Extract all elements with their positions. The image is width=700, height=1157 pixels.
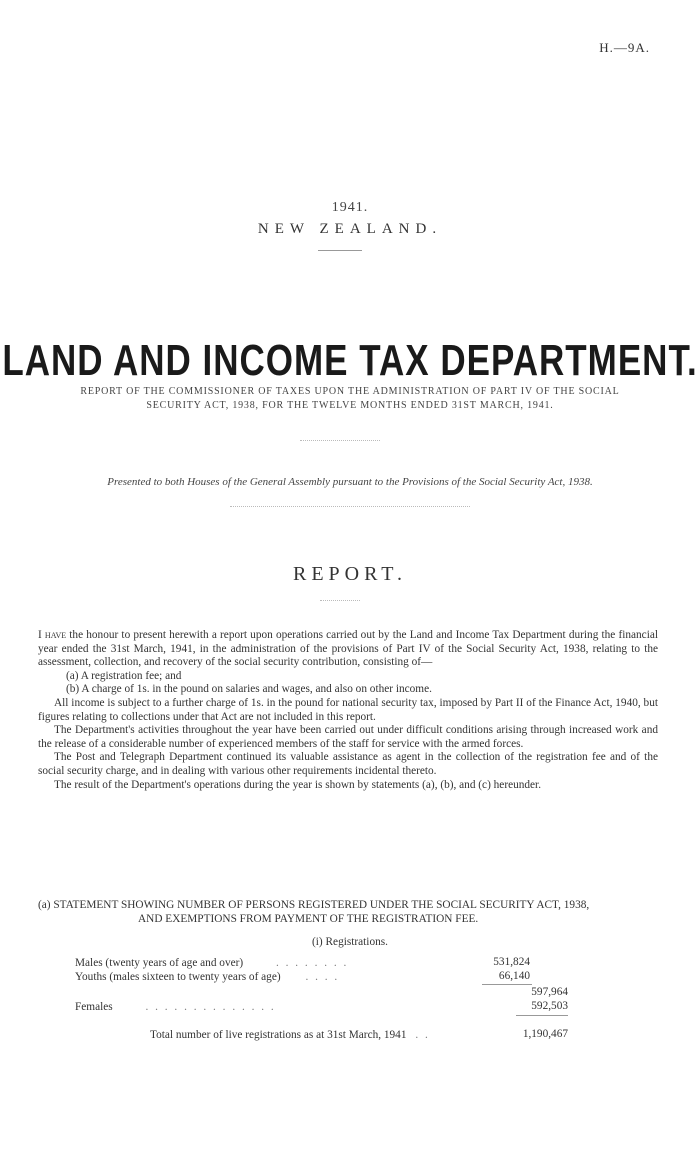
leader-dots: . . . . . . . . . . . . . . <box>145 1001 276 1013</box>
table-row <box>75 1000 575 1014</box>
statement-line: AND EXEMPTIONS FROM PAYMENT OF THE REGISTRATION FEE. <box>138 913 479 925</box>
list-item: (a) A registration fee; and <box>66 669 182 682</box>
row-value: 531,824 <box>493 956 530 968</box>
leader-dots: . . . . <box>305 971 340 983</box>
page-reference: H.—9A. <box>599 40 650 55</box>
paragraph <box>38 629 658 670</box>
paragraph: The result of the Department's operations during the year is shown by statements (a), (b), and (c) hereunder. <box>54 778 542 791</box>
divider <box>320 600 360 601</box>
department-title: LAND AND INCOME TAX DEPARTMENT. <box>2 336 698 385</box>
row-subtotal: 597,964 <box>531 986 568 998</box>
report-heading: REPORT. <box>293 563 407 585</box>
row-label: Males (twenty years of age and over) <box>75 957 244 969</box>
divider <box>300 440 380 441</box>
paragraph-text: the honour to present herewith a report upon operations carried out by the Land and Income Tax Department during the financial year ended the 31st March, 1941, in the administration of the provisions of Part IV of the Social Security Act, 1938, relating to the assessment, collection, and recovery of the social security contribution, consisting of— <box>38 629 658 669</box>
table-row <box>150 1028 510 1042</box>
report-body <box>38 629 658 792</box>
divider <box>318 250 362 251</box>
opening-words: I have <box>38 629 67 641</box>
row-subtotal: 592,503 <box>531 1000 568 1012</box>
row-value: 66,140 <box>498 970 530 982</box>
total-rule <box>516 1015 568 1016</box>
list-item: (b) A charge of 1s. in the pound on salaries and wages, and also on other income. <box>66 683 432 696</box>
statement-heading <box>38 898 658 926</box>
row-label: Youths (males sixteen to twenty years of age) <box>75 971 281 983</box>
statement-line: (a) STATEMENT SHOWING NUMBER OF PERSONS REGISTERED UNDER THE SOCIAL SECURITY ACT, 1938, <box>38 899 590 911</box>
row-label: Females <box>75 1001 113 1013</box>
paragraph: All income is subject to a further charge of 1s. in the pound for national security tax, imposed by Part II of the Finance Act, 1940, but figures relating to collections under that Act are not included in this report. <box>38 696 658 723</box>
presented-note: Presented to both Houses of the General Assembly pursuant to the Provisions of the Social Security Act, 1938. <box>107 476 593 488</box>
year: 1941. <box>331 200 369 215</box>
leader-dots: . . <box>415 1029 430 1041</box>
divider <box>230 506 470 507</box>
report-subtitle: REPORT OF THE COMMISSIONER OF TAXES UPON THE ADMINISTRATION OF PART IV OF THE SOCIAL SECURITY ACT, 1938, FOR THE TWELVE MONTHS ENDED 31ST MARCH, 1941. <box>80 386 620 411</box>
section-title: (i) Registrations. <box>312 936 388 948</box>
total-label: Total number of live registrations as at 31st March, 1941 <box>150 1029 407 1041</box>
total-value: 1,190,467 <box>522 1028 568 1040</box>
subtotal-rule <box>482 984 532 985</box>
country-heading: NEW ZEALAND. <box>257 221 443 237</box>
paragraph: The Department's activities throughout the year have been carried out under difficult conditions arising through increased work and the release of a considerable number of experienced members of the staff for service with the armed forces. <box>38 724 658 750</box>
paragraph: The Post and Telegraph Department continued its valuable assistance as agent in the collection of the registration fee and of the social security charge, and in dealing with various other requirements incidental thereto. <box>38 751 658 777</box>
leader-dots: . . . . . . . . <box>275 957 349 969</box>
